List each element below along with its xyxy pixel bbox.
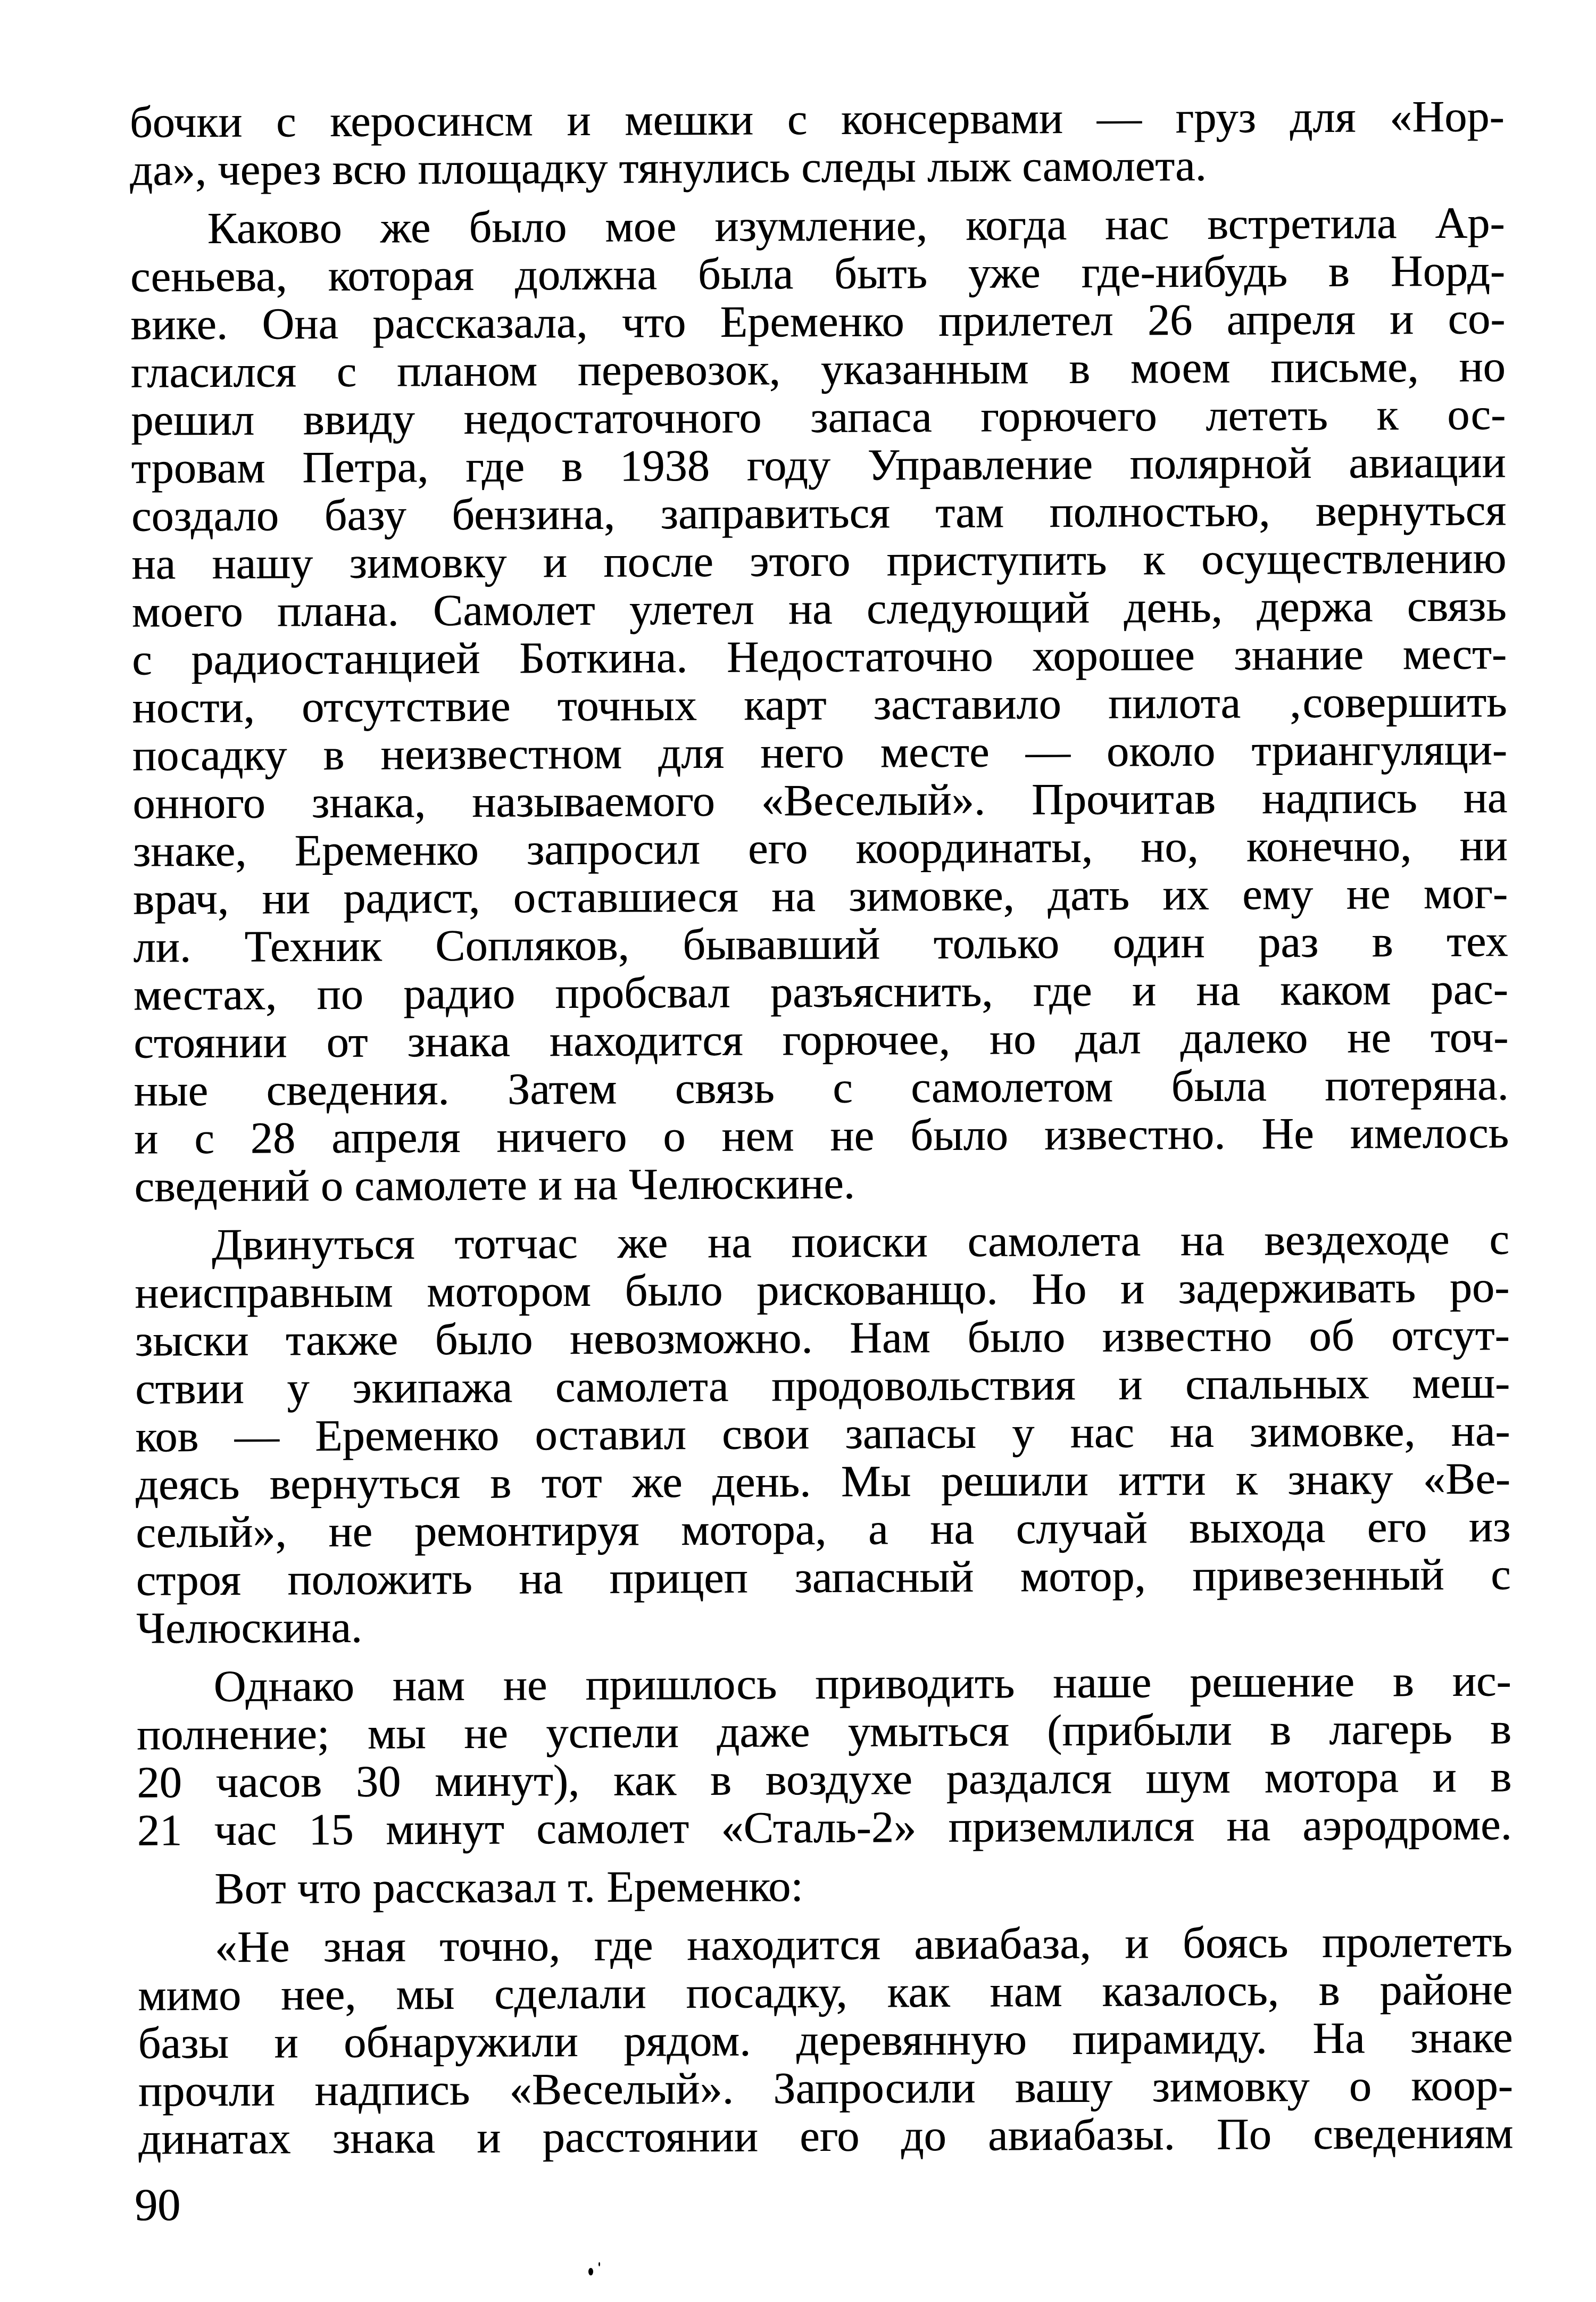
text-line: моего плана. Самолет улетел на следующий день, держа связь — [131, 581, 1507, 637]
paragraph — [135, 1215, 1511, 1652]
text-line: ли. Техник Сопляков, бывавший только один раз в тех — [133, 916, 1508, 972]
text-line: стоянии от знака находится горючее, но дал далеко не точ- — [134, 1012, 1509, 1068]
text-line: ствии у экипажа самолета продовольствия и спальных меш- — [135, 1358, 1510, 1414]
text-line: Вот что рассказал т. Еременко: — [214, 1861, 803, 1914]
text-line: динатах знака и расстоянии его до авиабазы. По сведениям — [138, 2108, 1514, 2164]
text-line: селый», не ремонтируя мотора, а на случай выхода его из — [136, 1502, 1511, 1558]
ink-speck — [588, 2268, 593, 2275]
text-line: мимо нее, мы сделали посадку, как нам казалось, в районе — [137, 1965, 1513, 2021]
text-line: на нашу зимовку и после этого приступить к осуществлению — [131, 533, 1507, 589]
paragraph — [138, 1918, 1514, 2163]
text-line: базы и обнаружили рядом. деревянную пирамиду. На знаке — [138, 2013, 1513, 2068]
text-line: знаке, Еременко запросил его координаты, но, конечно, ни — [132, 821, 1508, 876]
paragraph — [137, 1859, 1512, 1913]
text-line: местах, по радио пробсвал разъяснить, где и на каком рас- — [133, 964, 1509, 1020]
text-line: ности, отсутствие точных карт заставило пилота ‚совершить — [132, 677, 1507, 733]
text-line: гласился с планом перевозок, указанным в моем письме, но — [130, 342, 1506, 398]
text-line: создало базу бензина, заправиться там полностью, вернуться — [131, 485, 1507, 541]
text-line: онного знака, называемого «Веселый». Прочитав надпись на — [132, 773, 1508, 829]
paragraph — [130, 93, 1505, 194]
text-line: сеньева, которая должна была быть уже где-нибудь в Норд- — [130, 246, 1506, 302]
text-line: вике. Она рассказала, что Еременко прилетел 26 апреля и со- — [130, 294, 1506, 350]
text-line: Двинуться тотчас же на поиски самолета на вездеходе с — [211, 1214, 1510, 1270]
text-line: ные сведения. Затем связь с самолетом была потеряна. — [134, 1060, 1509, 1116]
text-line: строя положить на прицеп запасный мотор, привезенный с — [136, 1550, 1511, 1605]
text-line: зыски также было невозможно. Нам было известно об отсут- — [135, 1310, 1510, 1366]
text-line: Челюскина. — [136, 1602, 363, 1653]
text-line: решил ввиду недостаточного запаса горючего лететь к ос- — [130, 390, 1506, 445]
text-line: «Не зная точно, где находится авиабаза, и боясь пролететь — [214, 1917, 1512, 1972]
text-line: Каково же было мое изумление, когда нас встретила Ар- — [207, 198, 1505, 254]
text-line: прочли надпись «Веселый». Запросили вашу зимовку о коор- — [138, 2060, 1514, 2116]
text-line: посадку в неизвестном для него месте — около триангуляци- — [132, 725, 1508, 781]
text-line: с радиостанцией Боткина. Недостаточно хорошее знание мест- — [131, 629, 1507, 685]
page-number: 90 — [135, 2179, 180, 2230]
text-line: Однако нам не пришлось приводить наше решение в ис- — [213, 1656, 1511, 1711]
page-text-block — [130, 93, 1514, 2163]
text-line: 20 часов 30 минут), как в воздухе раздался шум мотора и в — [137, 1752, 1512, 1808]
text-line: тровам Петра, где в 1938 году Управление полярной авиации — [131, 437, 1506, 493]
text-line: 21 час 15 минут самолет «Сталь-2» приземлился на аэродроме. — [137, 1800, 1512, 1856]
text-line: врач, ни радист, оставшиеся на зимовке, дать их ему не мог- — [132, 868, 1508, 924]
text-line: деясь вернуться в тот же день. Мы решили итти к знаку «Ве- — [135, 1454, 1511, 1510]
text-line: сведений о самолете и на Челюскине. — [134, 1158, 855, 1212]
text-line: ков — Еременко оставил свои запасы у нас на зимовке, на- — [135, 1406, 1510, 1462]
paragraph — [136, 1657, 1512, 1854]
text-line: и с 28 апреля ничего о нем не было известно. Не имелось — [134, 1108, 1509, 1164]
text-line: неисправным мотором было рискованщо. Но и задерживать ро- — [135, 1262, 1510, 1318]
paragraph — [130, 199, 1509, 1211]
text-line: полнение; мы не успели даже умыться (прибыли в лагерь в — [136, 1704, 1512, 1760]
text-line: бочки с керосинсм и мешки с консервами — груз для «Нор- — [129, 92, 1504, 147]
text-line: да», через всю площадку тянулись следы лыж самолета. — [129, 140, 1207, 195]
